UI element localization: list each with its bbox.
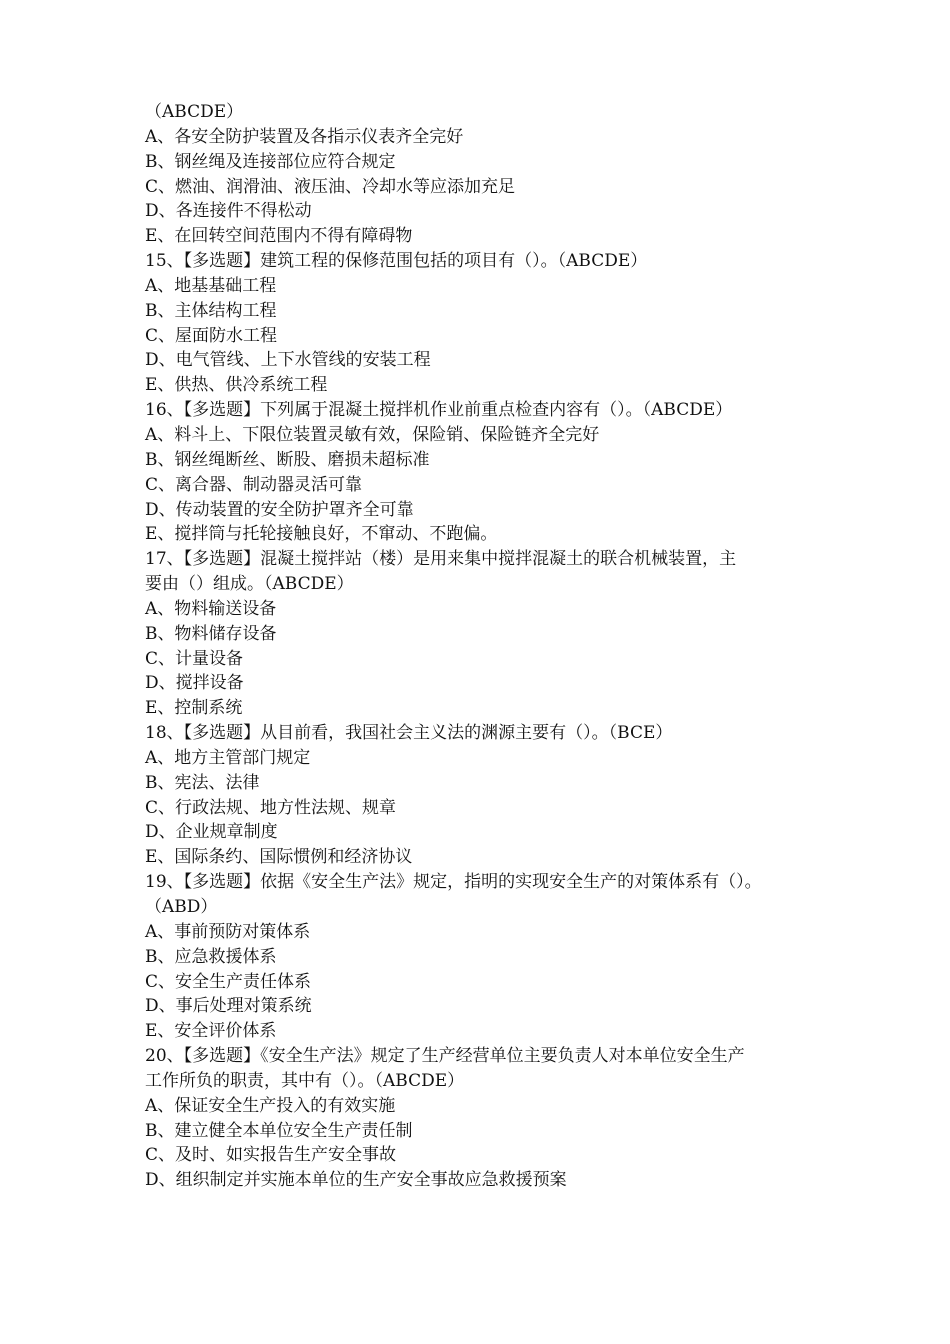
question-line: 15、【多选题】建筑工程的保修范围包括的项目有（）。（ABCDE） xyxy=(145,251,648,272)
option-line: B、建立健全本单位安全生产责任制 xyxy=(145,1120,413,1141)
document-body xyxy=(145,100,815,1193)
option-line: B、主体结构工程 xyxy=(145,300,277,321)
option-line: E、搅拌筒与托轮接触良好，不窜动、不跑偏。 xyxy=(145,524,498,545)
option-line: E、安全评价体系 xyxy=(145,1021,277,1042)
option-line: E、国际条约、国际惯例和经济协议 xyxy=(145,847,413,868)
option-line: B、钢丝绳及连接部位应符合规定 xyxy=(145,151,396,172)
option-line: C、屋面防水工程 xyxy=(145,325,278,346)
option-line: A、各安全防护装置及各指示仪表齐全完好 xyxy=(145,126,464,147)
option-line: D、企业规章制度 xyxy=(145,822,278,843)
option-line: C、燃油、润滑油、液压油、冷却水等应添加充足 xyxy=(145,176,516,197)
option-line: A、地方主管部门规定 xyxy=(145,747,311,768)
answer-line: （ABCDE） xyxy=(145,102,244,122)
option-line: A、保证安全生产投入的有效实施 xyxy=(145,1095,396,1116)
option-line: D、组织制定并实施本单位的生产安全事故应急救援预案 xyxy=(145,1170,567,1191)
option-line: D、事后处理对策系统 xyxy=(145,996,312,1017)
question-line: 18、【多选题】从目前看，我国社会主义法的渊源主要有（）。（BCE） xyxy=(145,723,673,744)
option-line: C、安全生产责任体系 xyxy=(145,971,312,992)
option-line: E、供热、供冷系统工程 xyxy=(145,375,328,396)
option-line: A、地基基础工程 xyxy=(145,275,277,296)
option-line: D、电气管线、上下水管线的安装工程 xyxy=(145,350,431,371)
option-line: B、钢丝绳断丝、断股、磨损未超标准 xyxy=(145,449,430,470)
option-line: E、在回转空间范围内不得有障碍物 xyxy=(145,226,413,247)
option-line: D、各连接件不得松动 xyxy=(145,201,312,222)
option-line: C、及时、如实报告生产安全事故 xyxy=(145,1145,397,1166)
option-line: A、物料输送设备 xyxy=(145,598,277,619)
option-line: B、宪法、法律 xyxy=(145,772,260,793)
option-line: A、料斗上、下限位装置灵敏有效，保险销、保险链齐全完好 xyxy=(145,424,600,445)
option-line: A、事前预防对策体系 xyxy=(145,921,311,942)
option-line: C、计量设备 xyxy=(145,648,244,669)
option-line: D、传动装置的安全防护罩齐全可靠 xyxy=(145,499,414,520)
option-line: C、离合器、制动器灵活可靠 xyxy=(145,474,363,495)
option-line: D、搅拌设备 xyxy=(145,673,244,694)
option-line: E、控制系统 xyxy=(145,698,243,719)
question-line-continued: 要由（）组成。（ABCDE） xyxy=(145,574,354,595)
option-line: B、物料储存设备 xyxy=(145,623,277,644)
question-line: 17、【多选题】混凝土搅拌站（楼）是用来集中搅拌混凝土的联合机械装置，主 xyxy=(145,549,737,570)
option-line: B、应急救援体系 xyxy=(145,946,277,967)
question-line-continued: 工作所负的职责，其中有（）。（ABCDE） xyxy=(145,1070,465,1091)
question-line: 19、【多选题】依据《安全生产法》规定，指明的实现安全生产的对策体系有（）。 xyxy=(145,872,762,893)
question-line: 16、【多选题】下列属于混凝土搅拌机作业前重点检查内容有（）。（ABCDE） xyxy=(145,400,733,421)
question-line: 20、【多选题】《安全生产法》规定了生产经营单位主要负责人对本单位安全生产 xyxy=(145,1046,745,1067)
option-line: C、行政法规、地方性法规、规章 xyxy=(145,797,397,818)
answer-line: （ABD） xyxy=(145,897,218,917)
